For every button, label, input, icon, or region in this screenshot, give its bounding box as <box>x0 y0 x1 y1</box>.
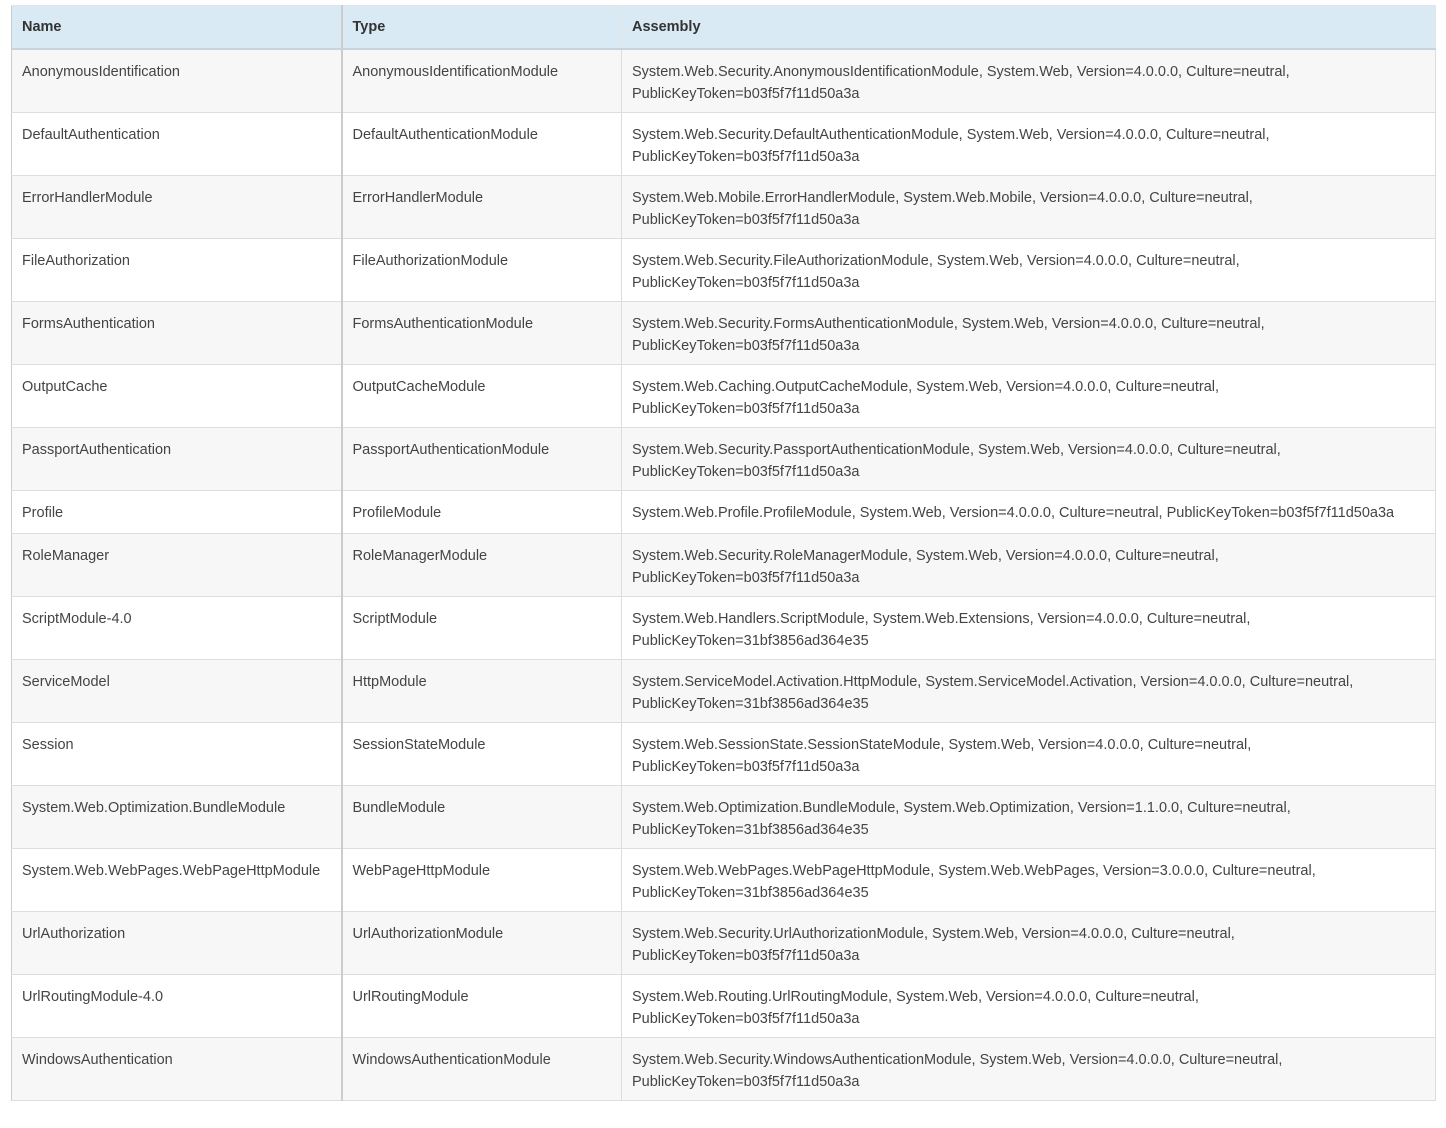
cell-type: HttpModule <box>342 660 622 723</box>
cell-assembly <box>622 597 1436 660</box>
table-row <box>12 428 1436 491</box>
assembly-line: System.Web.Security.DefaultAuthenticationModule, System.Web, Version=4.0.0.0, Culture=neutral, <box>632 127 1270 143</box>
cell-name: FormsAuthentication <box>12 302 342 365</box>
cell-assembly <box>622 49 1436 113</box>
cell-assembly <box>622 491 1436 534</box>
assembly-line: PublicKeyToken=31bf3856ad364e35 <box>632 633 869 649</box>
cell-type: RoleManagerModule <box>342 534 622 597</box>
table-row <box>12 176 1436 239</box>
cell-type: FormsAuthenticationModule <box>342 302 622 365</box>
assembly-line: System.Web.Routing.UrlRoutingModule, System.Web, Version=4.0.0.0, Culture=neutral, <box>632 989 1199 1005</box>
cell-name: ErrorHandlerModule <box>12 176 342 239</box>
assembly-line: System.Web.Security.RoleManagerModule, System.Web, Version=4.0.0.0, Culture=neutral, <box>632 548 1219 564</box>
assembly-line: PublicKeyToken=31bf3856ad364e35 <box>632 885 869 901</box>
assembly-line: System.Web.Caching.OutputCacheModule, System.Web, Version=4.0.0.0, Culture=neutral, <box>632 379 1220 395</box>
assembly-line: System.Web.Security.UrlAuthorizationModule, System.Web, Version=4.0.0.0, Culture=neutral, <box>632 926 1235 942</box>
assembly-line: System.Web.Profile.ProfileModule, System.Web, Version=4.0.0.0, Culture=neutral, PublicKeyToken=b03f5f7f11d50a3a <box>632 505 1395 521</box>
cell-assembly <box>622 113 1436 176</box>
cell-assembly <box>622 239 1436 302</box>
column-header-assembly: Assembly <box>622 6 1436 50</box>
assembly-line: System.Web.Mobile.ErrorHandlerModule, System.Web.Mobile, Version=4.0.0.0, Culture=neutral, <box>632 190 1253 206</box>
cell-assembly <box>622 975 1436 1038</box>
table-row <box>12 912 1436 975</box>
cell-type: DefaultAuthenticationModule <box>342 113 622 176</box>
cell-assembly <box>622 849 1436 912</box>
cell-name: AnonymousIdentification <box>12 49 342 113</box>
cell-name: WindowsAuthentication <box>12 1038 342 1101</box>
cell-type: SessionStateModule <box>342 723 622 786</box>
assembly-line: PublicKeyToken=b03f5f7f11d50a3a <box>632 149 860 165</box>
cell-assembly <box>622 428 1436 491</box>
assembly-line: System.Web.WebPages.WebPageHttpModule, System.Web.WebPages, Version=3.0.0.0, Culture=neutral, <box>632 863 1316 879</box>
cell-type: UrlRoutingModule <box>342 975 622 1038</box>
cell-name: UrlAuthorization <box>12 912 342 975</box>
assembly-line: System.ServiceModel.Activation.HttpModule, System.ServiceModel.Activation, Version=4.0.0.0, Culture=neutral, <box>632 674 1354 690</box>
table-row <box>12 302 1436 365</box>
cell-name: OutputCache <box>12 365 342 428</box>
assembly-line: System.Web.Security.WindowsAuthenticationModule, System.Web, Version=4.0.0.0, Culture=neutral, <box>632 1052 1283 1068</box>
cell-name: System.Web.Optimization.BundleModule <box>12 786 342 849</box>
assembly-line: System.Web.Security.FileAuthorizationModule, System.Web, Version=4.0.0.0, Culture=neutral, <box>632 253 1240 269</box>
table-row <box>12 723 1436 786</box>
modules-table-container <box>11 5 1435 1101</box>
cell-assembly <box>622 786 1436 849</box>
assembly-line: System.Web.Security.FormsAuthenticationModule, System.Web, Version=4.0.0.0, Culture=neutral, <box>632 316 1265 332</box>
assembly-line: PublicKeyToken=b03f5f7f11d50a3a <box>632 464 860 480</box>
table-row <box>12 1038 1436 1101</box>
table-row <box>12 113 1436 176</box>
modules-table <box>11 5 1436 1101</box>
cell-assembly <box>622 660 1436 723</box>
cell-type: OutputCacheModule <box>342 365 622 428</box>
cell-type: ErrorHandlerModule <box>342 176 622 239</box>
assembly-line: System.Web.Security.PassportAuthenticationModule, System.Web, Version=4.0.0.0, Culture=neutral, <box>632 442 1281 458</box>
assembly-line: PublicKeyToken=b03f5f7f11d50a3a <box>632 570 860 586</box>
column-header-type: Type <box>342 6 622 50</box>
header-row <box>12 6 1436 50</box>
table-row <box>12 239 1436 302</box>
cell-assembly <box>622 176 1436 239</box>
cell-name: Session <box>12 723 342 786</box>
assembly-line: System.Web.SessionState.SessionStateModule, System.Web, Version=4.0.0.0, Culture=neutral, <box>632 737 1252 753</box>
cell-type: UrlAuthorizationModule <box>342 912 622 975</box>
cell-name: ServiceModel <box>12 660 342 723</box>
table-row <box>12 786 1436 849</box>
table-row <box>12 849 1436 912</box>
cell-name: UrlRoutingModule-4.0 <box>12 975 342 1038</box>
assembly-line: PublicKeyToken=31bf3856ad364e35 <box>632 822 869 838</box>
assembly-line: PublicKeyToken=b03f5f7f11d50a3a <box>632 401 860 417</box>
table-body <box>12 49 1436 1101</box>
cell-assembly <box>622 1038 1436 1101</box>
cell-name: ScriptModule-4.0 <box>12 597 342 660</box>
cell-assembly <box>622 302 1436 365</box>
cell-type: WindowsAuthenticationModule <box>342 1038 622 1101</box>
assembly-line: PublicKeyToken=b03f5f7f11d50a3a <box>632 948 860 964</box>
assembly-line: PublicKeyToken=31bf3856ad364e35 <box>632 696 869 712</box>
cell-name: RoleManager <box>12 534 342 597</box>
cell-type: ProfileModule <box>342 491 622 534</box>
column-header-name: Name <box>12 6 342 50</box>
cell-name: FileAuthorization <box>12 239 342 302</box>
cell-type: BundleModule <box>342 786 622 849</box>
table-row <box>12 975 1436 1038</box>
cell-type: AnonymousIdentificationModule <box>342 49 622 113</box>
cell-assembly <box>622 534 1436 597</box>
cell-name: Profile <box>12 491 342 534</box>
table-row <box>12 491 1436 534</box>
table-row <box>12 660 1436 723</box>
assembly-line: PublicKeyToken=b03f5f7f11d50a3a <box>632 338 860 354</box>
table-row <box>12 49 1436 113</box>
assembly-line: PublicKeyToken=b03f5f7f11d50a3a <box>632 275 860 291</box>
table-row <box>12 534 1436 597</box>
cell-name: System.Web.WebPages.WebPageHttpModule <box>12 849 342 912</box>
cell-assembly <box>622 912 1436 975</box>
table-row <box>12 365 1436 428</box>
assembly-line: System.Web.Optimization.BundleModule, System.Web.Optimization, Version=1.1.0.0, Culture=neutral, <box>632 800 1291 816</box>
cell-type: ScriptModule <box>342 597 622 660</box>
assembly-line: PublicKeyToken=b03f5f7f11d50a3a <box>632 1074 860 1090</box>
cell-assembly <box>622 723 1436 786</box>
assembly-line: PublicKeyToken=b03f5f7f11d50a3a <box>632 759 860 775</box>
cell-name: PassportAuthentication <box>12 428 342 491</box>
assembly-line: System.Web.Handlers.ScriptModule, System.Web.Extensions, Version=4.0.0.0, Culture=neutral, <box>632 611 1251 627</box>
assembly-line: PublicKeyToken=b03f5f7f11d50a3a <box>632 86 860 102</box>
cell-type: PassportAuthenticationModule <box>342 428 622 491</box>
assembly-line: System.Web.Security.AnonymousIdentificationModule, System.Web, Version=4.0.0.0, Culture=neutral, <box>632 64 1290 80</box>
cell-name: DefaultAuthentication <box>12 113 342 176</box>
table-header <box>12 6 1436 50</box>
cell-type: WebPageHttpModule <box>342 849 622 912</box>
assembly-line: PublicKeyToken=b03f5f7f11d50a3a <box>632 1011 860 1027</box>
table-row <box>12 597 1436 660</box>
cell-type: FileAuthorizationModule <box>342 239 622 302</box>
cell-assembly <box>622 365 1436 428</box>
assembly-line: PublicKeyToken=b03f5f7f11d50a3a <box>632 212 860 228</box>
